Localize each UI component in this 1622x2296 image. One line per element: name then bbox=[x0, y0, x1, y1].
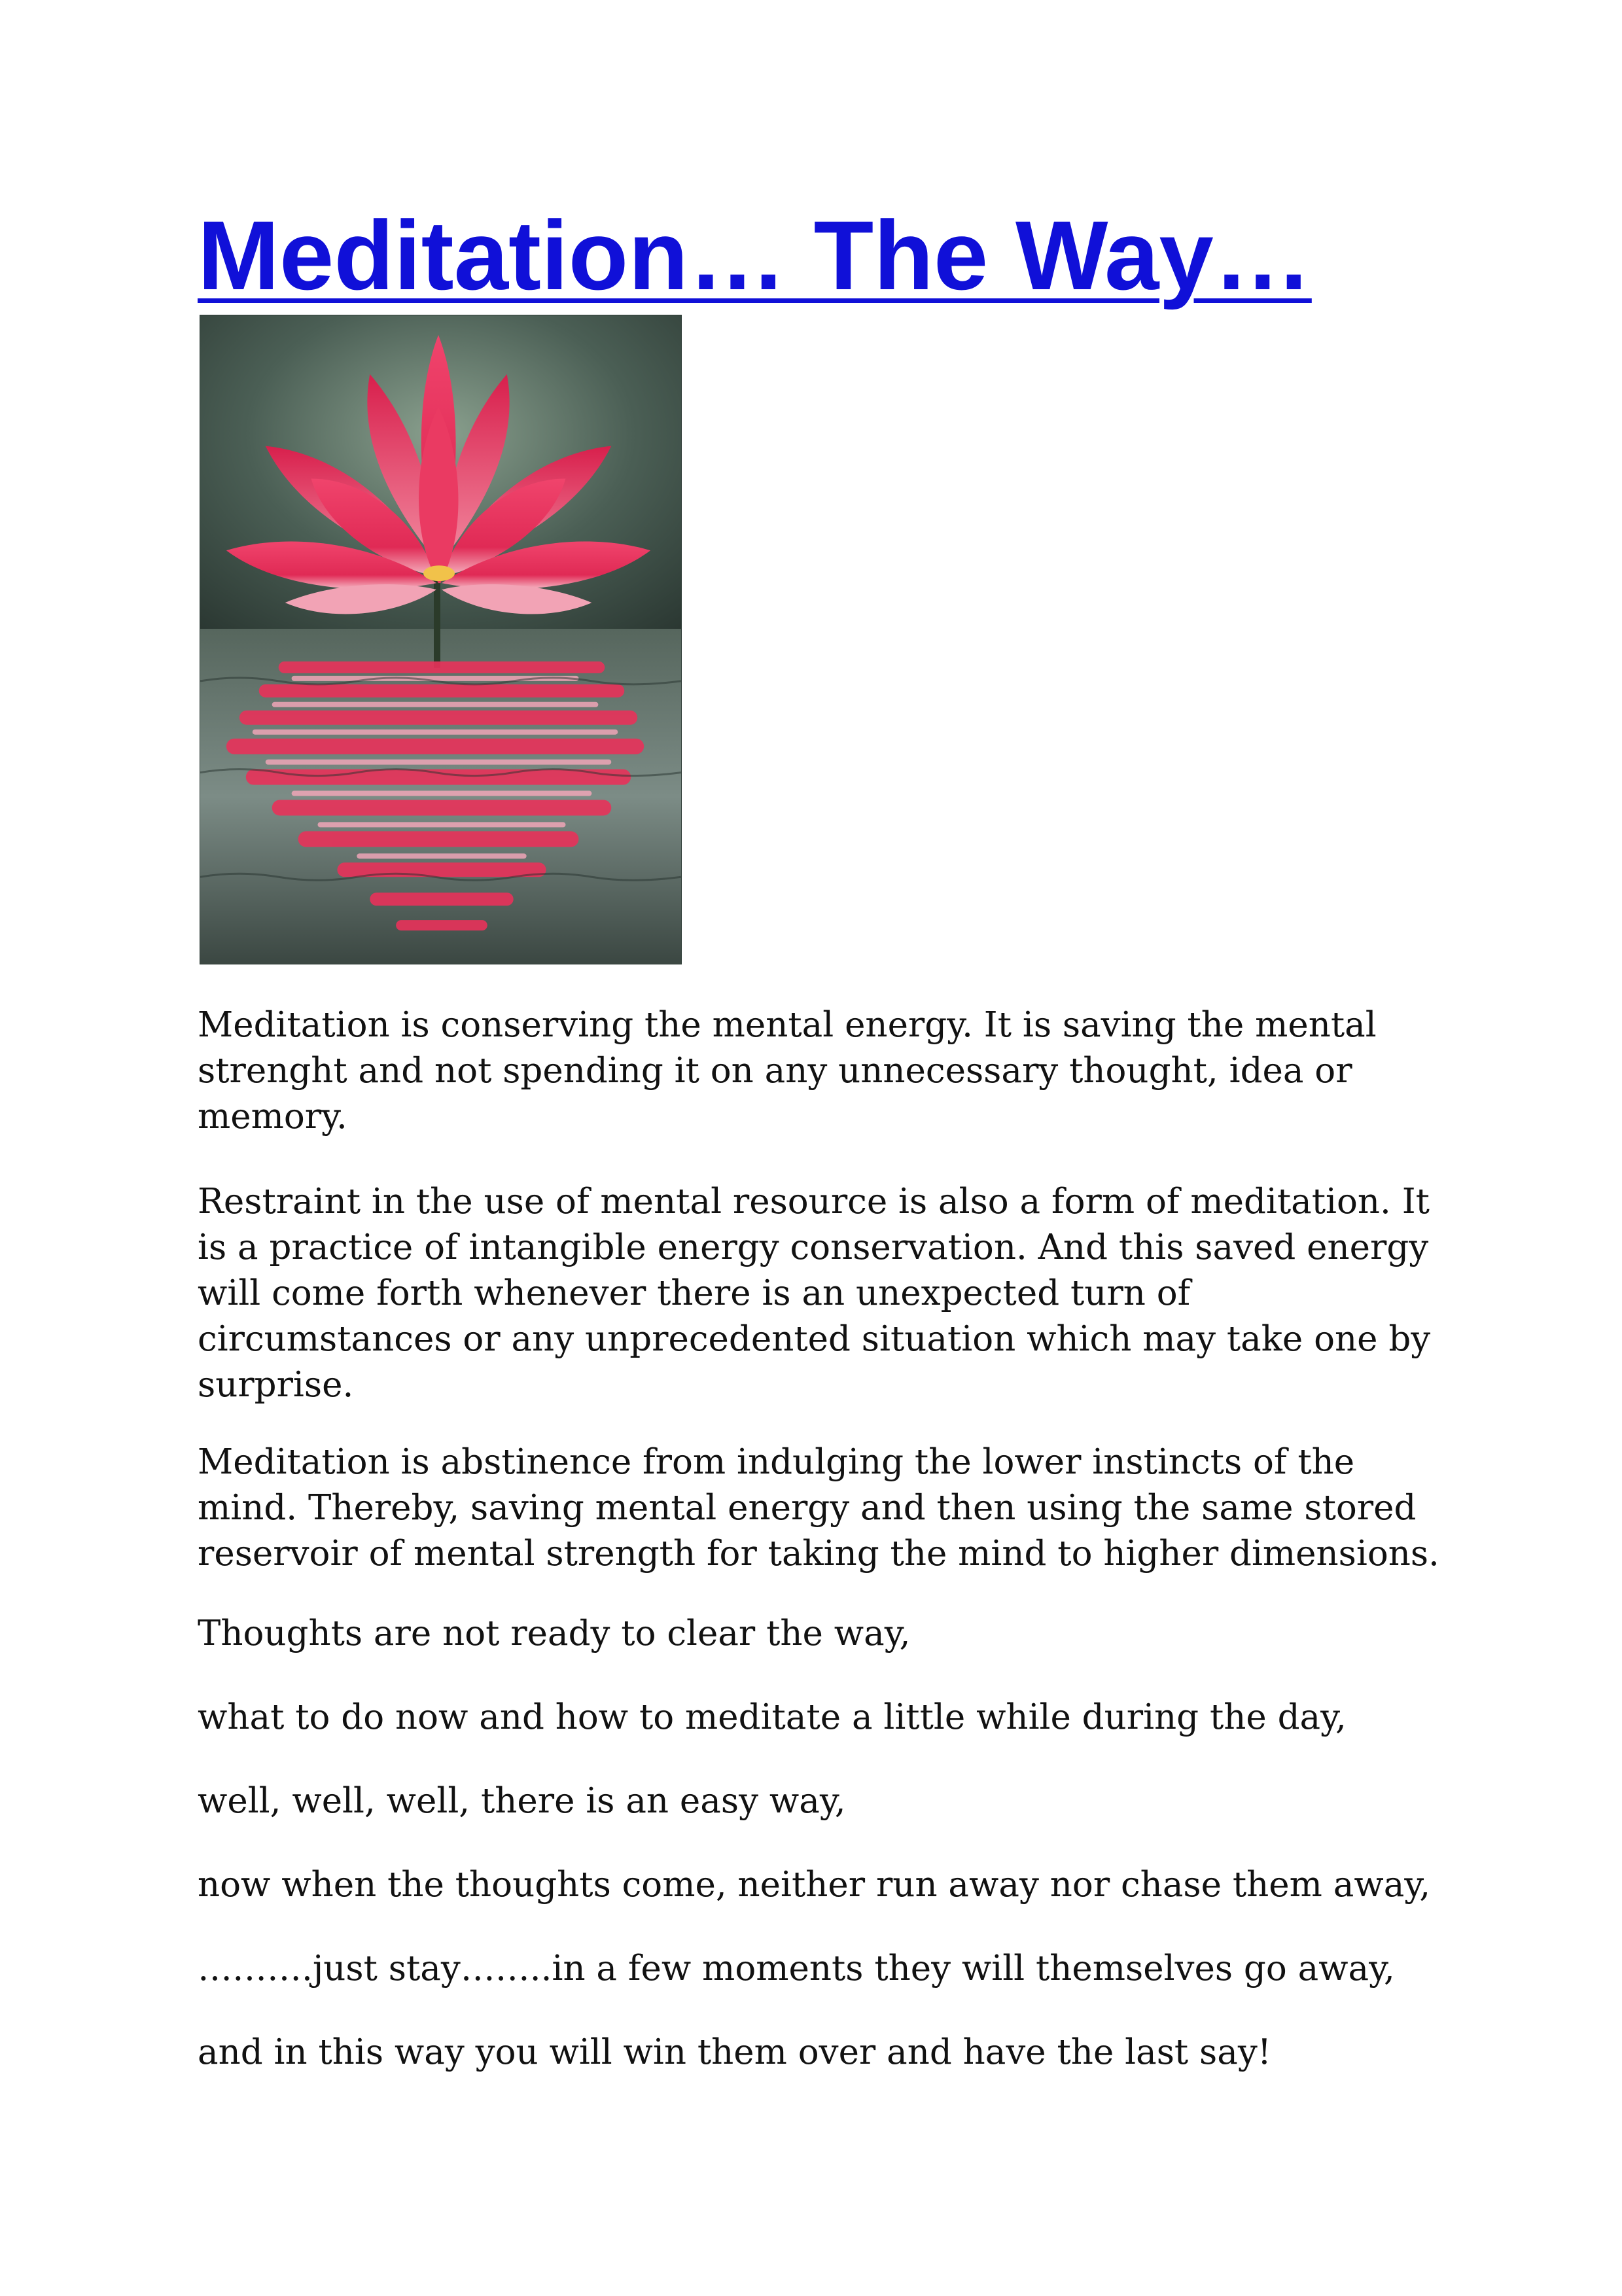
paragraph-2 bbox=[198, 1179, 1441, 1408]
verse-line: well, well, well, there is an easy way, bbox=[198, 1781, 846, 1821]
paragraph-1 bbox=[198, 1002, 1441, 1140]
verse-line: what to do now and how to meditate a little while during the day, bbox=[198, 1697, 1347, 1737]
text-line: Meditation is conserving the mental energy. It is saving the mental bbox=[198, 1005, 1377, 1045]
text-line: will come forth whenever there is an unexpected turn of bbox=[198, 1273, 1191, 1313]
article-body bbox=[198, 1179, 1441, 1408]
lotus-flower-icon bbox=[200, 315, 681, 964]
lotus-image bbox=[200, 315, 682, 964]
text-line: mind. Thereby, saving mental energy and then using the same stored bbox=[198, 1488, 1417, 1528]
text-line: reservoir of mental strength for taking the mind to higher dimensions. bbox=[198, 1534, 1439, 1574]
text-line: Meditation is abstinence from indulging the lower instincts of the bbox=[198, 1442, 1355, 1482]
text-line: circumstances or any unprecedented situation which may take one by bbox=[198, 1319, 1431, 1359]
text-line: Restraint in the use of mental resource is also a form of meditation. It bbox=[198, 1182, 1430, 1222]
verse-line: ……….just stay……..in a few moments they will themselves go away, bbox=[198, 1949, 1395, 1988]
page-title-link[interactable]: Meditation… The Way… bbox=[198, 200, 1312, 310]
article-body bbox=[198, 1002, 1441, 1140]
text-line: memory. bbox=[198, 1097, 347, 1137]
verse-line: and in this way you will win them over and have the last say! bbox=[198, 2032, 1272, 2072]
text-line: strenght and not spending it on any unnecessary thought, idea or bbox=[198, 1051, 1352, 1091]
text-line: is a practice of intangible energy conservation. And this saved energy bbox=[198, 1227, 1429, 1267]
verse-line: Thoughts are not ready to clear the way, bbox=[198, 1614, 911, 1653]
text-line: surprise. bbox=[198, 1365, 354, 1405]
article-body bbox=[198, 1439, 1441, 1577]
paragraph-3 bbox=[198, 1439, 1441, 1577]
verse-line: now when the thoughts come, neither run away nor chase them away, bbox=[198, 1865, 1431, 1905]
